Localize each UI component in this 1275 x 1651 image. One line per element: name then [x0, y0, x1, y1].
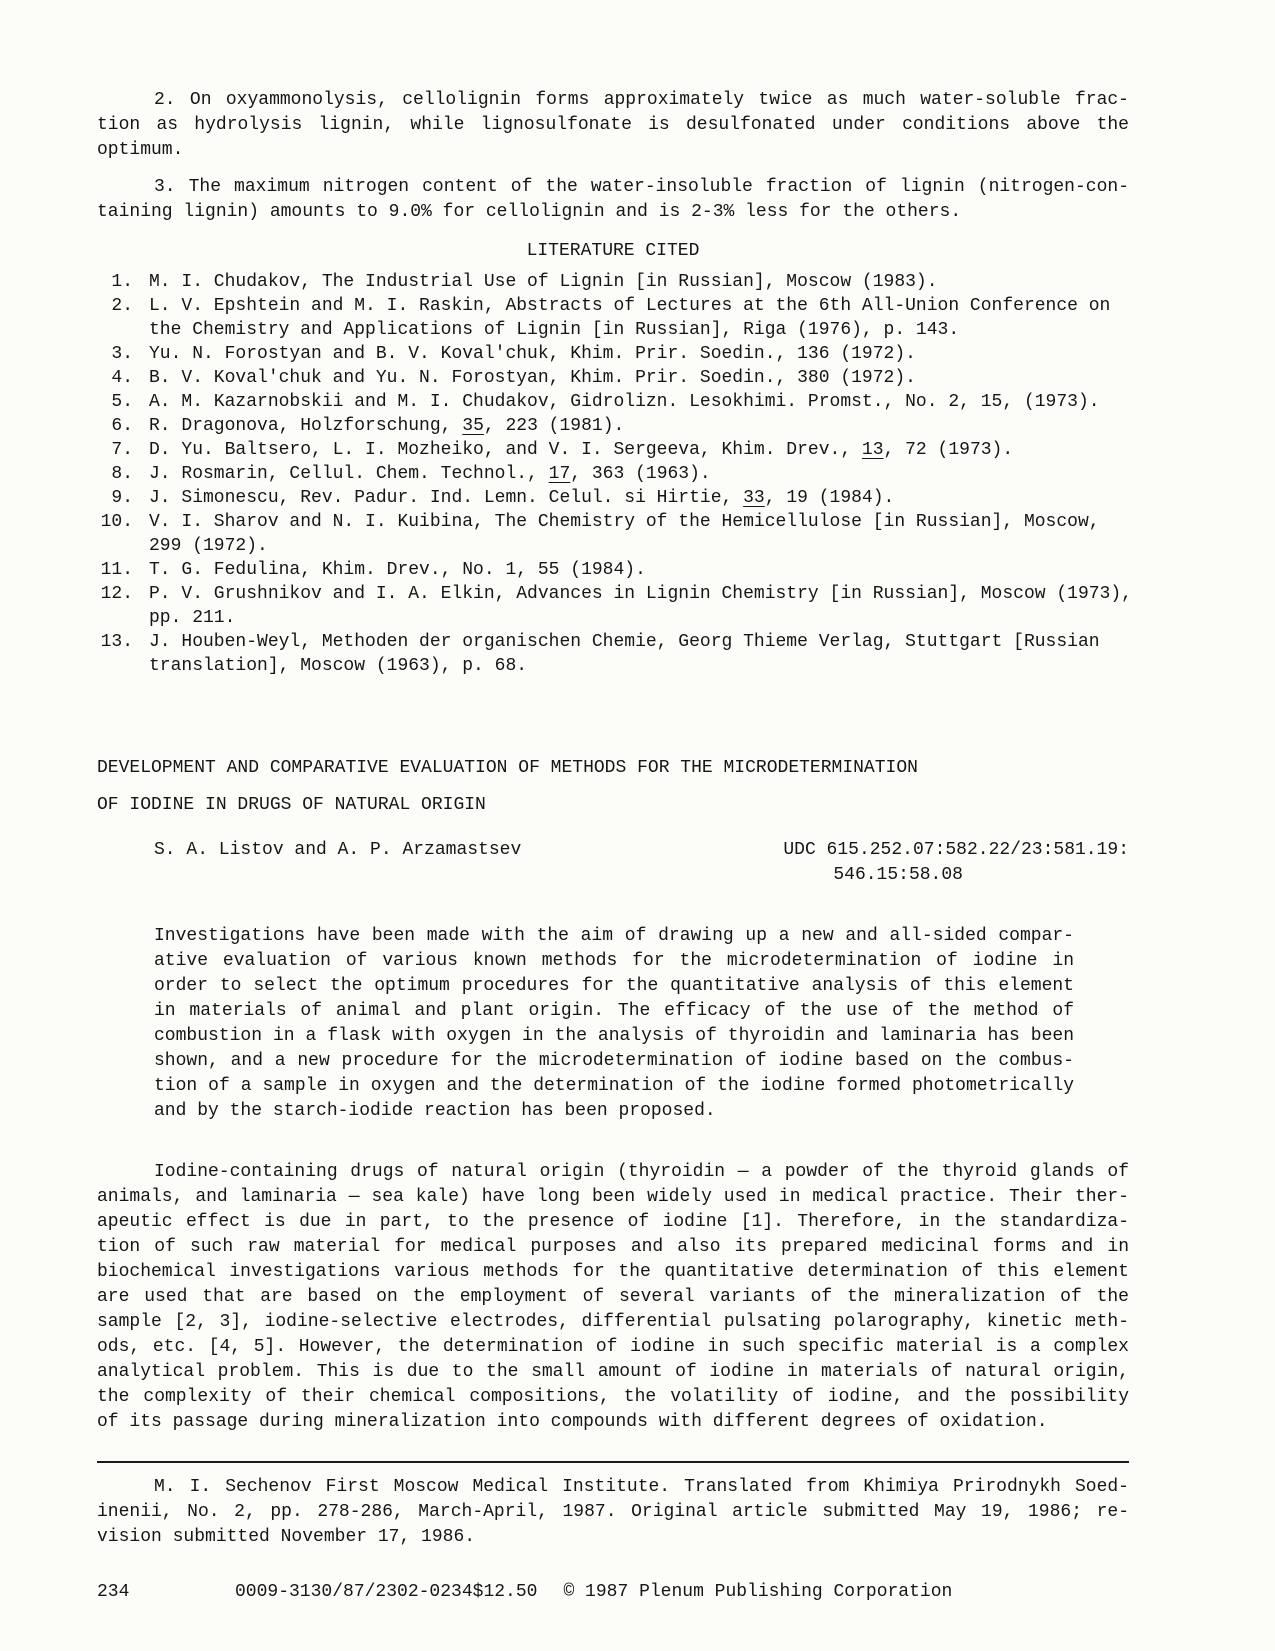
reference-item: [97, 294, 1129, 342]
literature-cited-heading: LITERATURE CITED: [526, 241, 700, 261]
text-line: the complexity of their chemical compositions, the volatility of iodine, and the possibility: [97, 1387, 1129, 1407]
reference-item: [97, 582, 1132, 630]
text-line: pp. 211.: [149, 608, 236, 628]
authors-line: S. A. Listov and A. P. Arzamastsev: [154, 840, 522, 860]
reference-number: 4.: [111, 368, 133, 388]
text-line: Investigations have been made with the aim of drawing up a new and all-sided compar-: [154, 926, 1074, 946]
reference-text: [149, 558, 1129, 582]
text-line: combustion in a flask with oxygen in the analysis of thyroidin and laminaria has been: [154, 1026, 1074, 1046]
reference-text: [149, 414, 1129, 438]
text-line: tion of a sample in oxygen and the determination of the iodine formed photometrically: [154, 1076, 1074, 1096]
text-line: M. I. Sechenov First Moscow Medical Institute. Translated from Khimiya Prirodnykh Soed-: [154, 1477, 1129, 1497]
references-list: [97, 270, 1132, 678]
footnote: [97, 1475, 1129, 1550]
conclusion-paragraph-2: [97, 88, 1129, 163]
conclusion-paragraph-3: [97, 175, 1129, 225]
reference-text: [149, 294, 1129, 342]
text-line: ative evaluation of various known methods for the microdetermination of iodine in: [154, 951, 1074, 971]
reference-number: 13.: [100, 632, 133, 652]
reference-number: 11.: [100, 560, 133, 580]
reference-item: [97, 390, 1129, 414]
text-line: J. Rosmarin, Cellul. Chem. Technol., 17, 363 (1963).: [149, 464, 711, 484]
text-line: tion as hydrolysis lignin, while lignosulfonate is desulfonated under conditions above the: [97, 115, 1129, 135]
text-line: of its passage during mineralization into compounds with different degrees of oxidation.: [97, 1412, 1048, 1432]
text-line: order to select the optimum procedures for the quantitative analysis of this element: [154, 976, 1074, 996]
text-line: vision submitted November 17, 1986.: [97, 1527, 476, 1547]
text-line: J. Simonescu, Rev. Padur. Ind. Lemn. Celul. si Hirtie, 33, 19 (1984).: [149, 488, 895, 508]
text-line: J. Houben-Weyl, Methoden der organischen Chemie, Georg Thieme Verlag, Stuttgart [Russian: [149, 632, 1100, 652]
reference-number: 1.: [111, 272, 133, 292]
text-line: taining lignin) amounts to 9.0% for cellolignin and is 2-3% less for the others.: [97, 202, 962, 222]
text-line: A. M. Kazarnobskii and M. I. Chudakov, Gidrolizn. Lesokhimi. Promst., No. 2, 15, (1973).: [149, 392, 1100, 412]
text-line: and by the starch-iodide reaction has been proposed.: [154, 1101, 716, 1121]
udc-number: [783, 838, 1129, 888]
text-line: 546.15:58.08: [833, 865, 963, 885]
text-line: inenii, No. 2, pp. 278-286, March-April, 1987. Original article submitted May 19, 1986; re-: [97, 1502, 1129, 1522]
reference-item: [97, 414, 1129, 438]
reference-number: 3.: [111, 344, 133, 364]
text-line: DEVELOPMENT AND COMPARATIVE EVALUATION OF METHODS FOR THE MICRODETERMINATION: [97, 758, 918, 778]
reference-text: [149, 270, 1129, 294]
issn-code: 0009-3130/87/2302-0234$12.50: [235, 1582, 538, 1602]
text-line: in materials of animal and plant origin. The efficacy of the use of the method of: [154, 1001, 1074, 1021]
page-footer: [97, 1580, 1129, 1605]
reference-item: [97, 366, 1129, 390]
abstract: [154, 924, 1074, 1124]
reference-text: [149, 486, 1129, 510]
reference-item: [97, 510, 1129, 558]
reference-item: [97, 558, 1129, 582]
copyright-line: © 1987 Plenum Publishing Corporation: [563, 1582, 953, 1602]
text-line: translation], Moscow (1963), p. 68.: [149, 656, 528, 676]
footnote-rule: [97, 1461, 1129, 1463]
reference-number: 10.: [100, 512, 133, 532]
text-line: apeutic effect is due in part, to the presence of iodine [1]. Therefore, in the standardiza-: [97, 1212, 1129, 1232]
body-paragraph: [97, 1160, 1129, 1435]
text-line: P. V. Grushnikov and I. A. Elkin, Advances in Lignin Chemistry [in Russian], Moscow (1973),: [149, 584, 1132, 604]
reference-number: 9.: [111, 488, 133, 508]
text-line: D. Yu. Baltsero, L. I. Mozheiko, and V. I. Sergeeva, Khim. Drev., 13, 72 (1973).: [149, 440, 1014, 460]
text-line: UDC 615.252.07:582.22/23:581.19:: [783, 840, 1129, 860]
text-line: B. V. Koval'chuk and Yu. N. Forostyan, Khim. Prir. Soedin., 380 (1972).: [149, 368, 916, 388]
reference-number: 7.: [111, 440, 133, 460]
text-line: animals, and laminaria — sea kale) have long been widely used in medical practice. Their ther-: [97, 1187, 1129, 1207]
reference-text: [149, 438, 1129, 462]
text-line: the Chemistry and Applications of Lignin [in Russian], Riga (1976), p. 143.: [149, 320, 960, 340]
reference-text: [149, 510, 1129, 558]
reference-item: [97, 342, 1129, 366]
reference-item: [97, 462, 1129, 486]
reference-item: [97, 630, 1129, 678]
text-line: 2. On oxyammonolysis, cellolignin forms approximately twice as much water-soluble frac-: [154, 90, 1129, 110]
reference-item: [97, 270, 1129, 294]
reference-text: [149, 366, 1129, 390]
text-line: tion of such raw material for medical purposes and also its prepared medicinal forms and in: [97, 1237, 1129, 1257]
text-line: T. G. Fedulina, Khim. Drev., No. 1, 55 (1984).: [149, 560, 646, 580]
reference-number: 2.: [111, 296, 133, 316]
text-line: 299 (1972).: [149, 536, 268, 556]
reference-number: 5.: [111, 392, 133, 412]
reference-number: 6.: [111, 416, 133, 436]
byline-row: [97, 838, 1129, 888]
text-line: Yu. N. Forostyan and B. V. Koval'chuk, Khim. Prir. Soedin., 136 (1972).: [149, 344, 916, 364]
reference-text: [149, 342, 1129, 366]
reference-text: [149, 582, 1132, 630]
text-line: shown, and a new procedure for the microdetermination of iodine based on the combus-: [154, 1051, 1074, 1071]
reference-number: 8.: [111, 464, 133, 484]
text-line: V. I. Sharov and N. I. Kuibina, The Chemistry of the Hemicellulose [in Russian], Moscow,: [149, 512, 1100, 532]
reference-item: [97, 486, 1129, 510]
text-line: 3. The maximum nitrogen content of the water-insoluble fraction of lignin (nitrogen-con-: [154, 177, 1129, 197]
reference-text: [149, 390, 1129, 414]
text-line: Iodine-containing drugs of natural origin (thyroidin — a powder of the thyroid glands of: [154, 1162, 1129, 1182]
reference-text: [149, 630, 1129, 678]
text-line: L. V. Epshtein and M. I. Raskin, Abstracts of Lectures at the 6th All-Union Conference on: [149, 296, 1111, 316]
text-line: OF IODINE IN DRUGS OF NATURAL ORIGIN: [97, 795, 486, 815]
text-line: sample [2, 3], iodine-selective electrodes, differential pulsating polarography, kinetic meth-: [97, 1312, 1129, 1332]
text-line: ods, etc. [4, 5]. However, the determination of iodine in such specific material is a complex: [97, 1337, 1129, 1357]
text-line: M. I. Chudakov, The Industrial Use of Lignin [in Russian], Moscow (1983).: [149, 272, 938, 292]
text-line: optimum.: [97, 140, 184, 160]
text-line: biochemical investigations various methods for the quantitative determination of this element: [97, 1262, 1129, 1282]
text-line: analytical problem. This is due to the small amount of iodine in materials of natural origin,: [97, 1362, 1129, 1382]
text-line: R. Dragonova, Holzforschung, 35, 223 (1981).: [149, 416, 625, 436]
article-title: [97, 750, 1129, 824]
page-number: 234: [97, 1582, 130, 1602]
reference-item: [97, 438, 1129, 462]
text-line: are used that are based on the employment of several variants of the mineralization of the: [97, 1287, 1129, 1307]
reference-text: [149, 462, 1129, 486]
reference-number: 12.: [100, 584, 133, 604]
